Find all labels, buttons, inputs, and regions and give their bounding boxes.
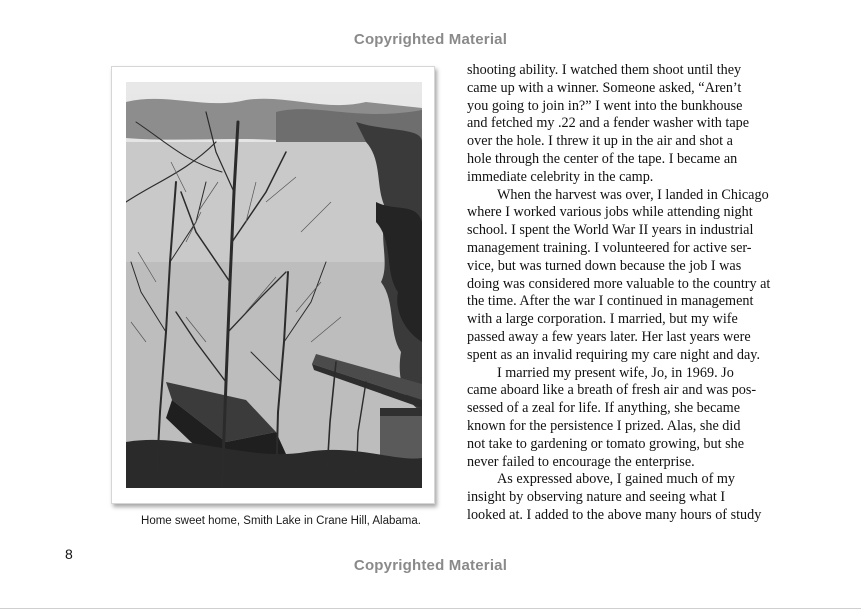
text-line: the time. After the war I continued in management	[467, 293, 754, 310]
text-line: sessed of a zeal for life. If anything, she became	[467, 400, 740, 417]
text-line: school. I spent the World War II years in industrial	[467, 222, 754, 239]
text-line: spent as an invalid requiring my care night and day.	[467, 346, 760, 363]
text-line: immediate celebrity in the camp.	[467, 168, 654, 185]
text-line: management training. I volunteered for active ser-	[467, 239, 752, 256]
text-line: never failed to encourage the enterprise.	[467, 453, 695, 470]
text-line: I married my present wife, Jo, in 1969. Jo	[497, 364, 734, 381]
text-line: vice, but was turned down because the job I was	[467, 257, 742, 274]
photo-frame	[111, 66, 435, 504]
text-line: shooting ability. I watched them shoot until they	[467, 62, 742, 78]
text-line: where I worked various jobs while attending night	[467, 204, 753, 221]
text-line: passed away a few years later. Her last years were	[467, 328, 751, 345]
watermark-top: Copyrighted Material	[353, 31, 508, 48]
text-line: hole through the center of the tape. I became an	[467, 150, 738, 167]
text-line: doing was considered more valuable to the country at	[467, 275, 771, 292]
page-bottom-rule	[0, 608, 861, 609]
text-line: known for the persistence I prized. Alas, she did	[467, 417, 741, 434]
lake-photo	[126, 82, 422, 488]
page-number: 8	[65, 546, 73, 562]
text-line: As expressed above, I gained much of my	[497, 471, 735, 488]
text-line: over the hole. I threw it up in the air and shot a	[467, 133, 733, 150]
text-line: insight by observing nature and seeing what I	[467, 489, 726, 506]
text-line: came up with a winner. Someone asked, “Aren’t	[467, 79, 742, 96]
text-line: with a large corporation. I married, but my wife	[467, 311, 738, 328]
text-line: looked at. I added to the above many hours of study	[467, 506, 762, 523]
text-line: not take to gardening or tomato growing, but she	[467, 435, 744, 452]
text-line: and fetched my .22 and a fender washer with tape	[467, 115, 750, 132]
watermark-bottom: Copyrighted Material	[353, 557, 508, 574]
figure-caption: Home sweet home, Smith Lake in Crane Hill, Alabama.	[141, 515, 421, 527]
text-line: When the harvest was over, I landed in Chicago	[497, 186, 769, 203]
text-line: you going to join in?” I went into the bunkhouse	[467, 97, 743, 114]
text-line: came aboard like a breath of fresh air and was pos-	[467, 382, 757, 399]
body-text	[467, 62, 807, 525]
